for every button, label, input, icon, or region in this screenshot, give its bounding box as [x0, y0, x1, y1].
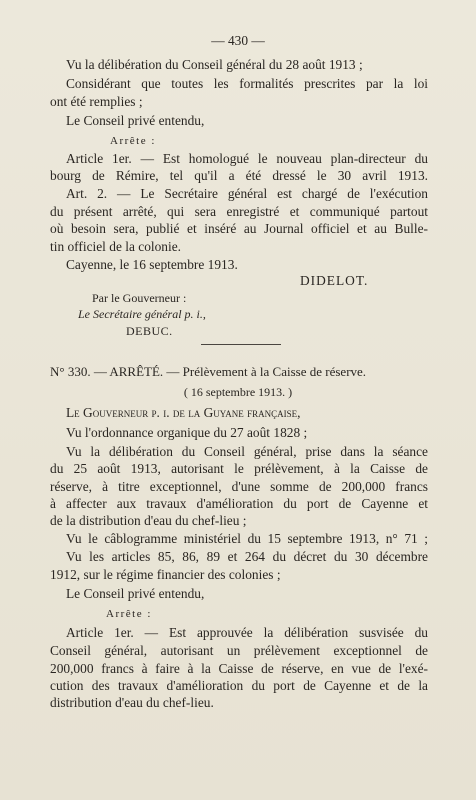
arrete-heading: Arrête : [106, 608, 152, 620]
paragraph-line: Article 1er. — Est approuvée la délibération susvisée du [66, 625, 428, 640]
paragraph-line: Conseil général, autorisant un prélèvement exceptionnel de [50, 643, 428, 658]
paragraph-line: Vu le câblogramme ministériel du 15 septembre 1913, n° 71 ; [66, 531, 428, 546]
paragraph-line: Article 1er. — Est homologué le nouveau plan-directeur du [66, 151, 428, 166]
paragraph-line: distribution d'eau du chef-lieu. [50, 695, 214, 710]
paragraph-line: Vu l'ordonnance organique du 27 août 1828 ; [66, 425, 308, 440]
paragraph-line: réserve, à titre exceptionnel, d'une somme de 200,000 francs [50, 479, 428, 494]
paragraph-line: cution des travaux d'amélioration du port de Cayenne et de la [50, 678, 428, 693]
paragraph-line: 1912, sur le régime financier des colonies ; [50, 567, 281, 582]
date-line: Cayenne, le 16 septembre 1913. [66, 257, 238, 272]
section-divider [201, 344, 281, 345]
par-le-gouverneur: Par le Gouverneur : [92, 291, 187, 305]
paragraph-line: Vu les articles 85, 86, 89 et 264 du décret du 30 décembre [66, 549, 428, 564]
page-number: — 430 — [211, 33, 265, 48]
paragraph-line: ont été remplies ; [50, 94, 143, 109]
paragraph-line: Le Gouverneur p. i. de la Guyane française, [66, 405, 301, 420]
paragraph-line: Vu la délibération du Conseil général du 28 août 1913 ; [66, 57, 363, 72]
paragraph-line: Le Conseil privé entendu, [66, 113, 205, 128]
paragraph-line: Art. 2. — Le Secrétaire général est chargé de l'exécution [66, 186, 428, 201]
paragraph-line: du présent arrêté, qui sera enregistré et communiqué partout [50, 204, 428, 219]
arrete-heading: Arrête : [110, 135, 156, 147]
signature-didelot: DIDELOT. [300, 273, 369, 288]
paragraph-line: de la distribution d'eau du chef-lieu ; [50, 513, 247, 528]
paragraph-line: Vu la délibération du Conseil général, prise dans la séance [66, 444, 428, 459]
paragraph-line: Considérant que toutes les formalités prescrites par la loi [66, 76, 428, 91]
paragraph-line: tin officiel de la colonie. [50, 239, 182, 254]
paragraph-line: 200,000 francs à faire à la Caisse de réserve, en vue de l'exé- [50, 661, 428, 676]
paragraph-line: du 25 août 1913, autorisant le prélèvement, à la Caisse de [50, 461, 428, 476]
paragraph-line: Le Conseil privé entendu, [66, 586, 205, 601]
secretaire-general: Le Secrétaire général p. i., [78, 307, 206, 321]
decree-title: N° 330. — ARRÊTÉ. — Prélèvement à la Caisse de réserve. [50, 364, 367, 379]
paragraph-line: où besoin sera, publié et inséré au Journal officiel et au Bulle- [50, 221, 428, 236]
decree-date: ( 16 septembre 1913. ) [183, 385, 293, 399]
signature-debuc: DEBUC. [126, 324, 173, 338]
paragraph-line: bourg de Rémire, tel qu'il a été dressé le 30 avril 1913. [50, 168, 428, 183]
paragraph-line: à affecter aux travaux d'amélioration du port de Cayenne et [50, 496, 428, 511]
